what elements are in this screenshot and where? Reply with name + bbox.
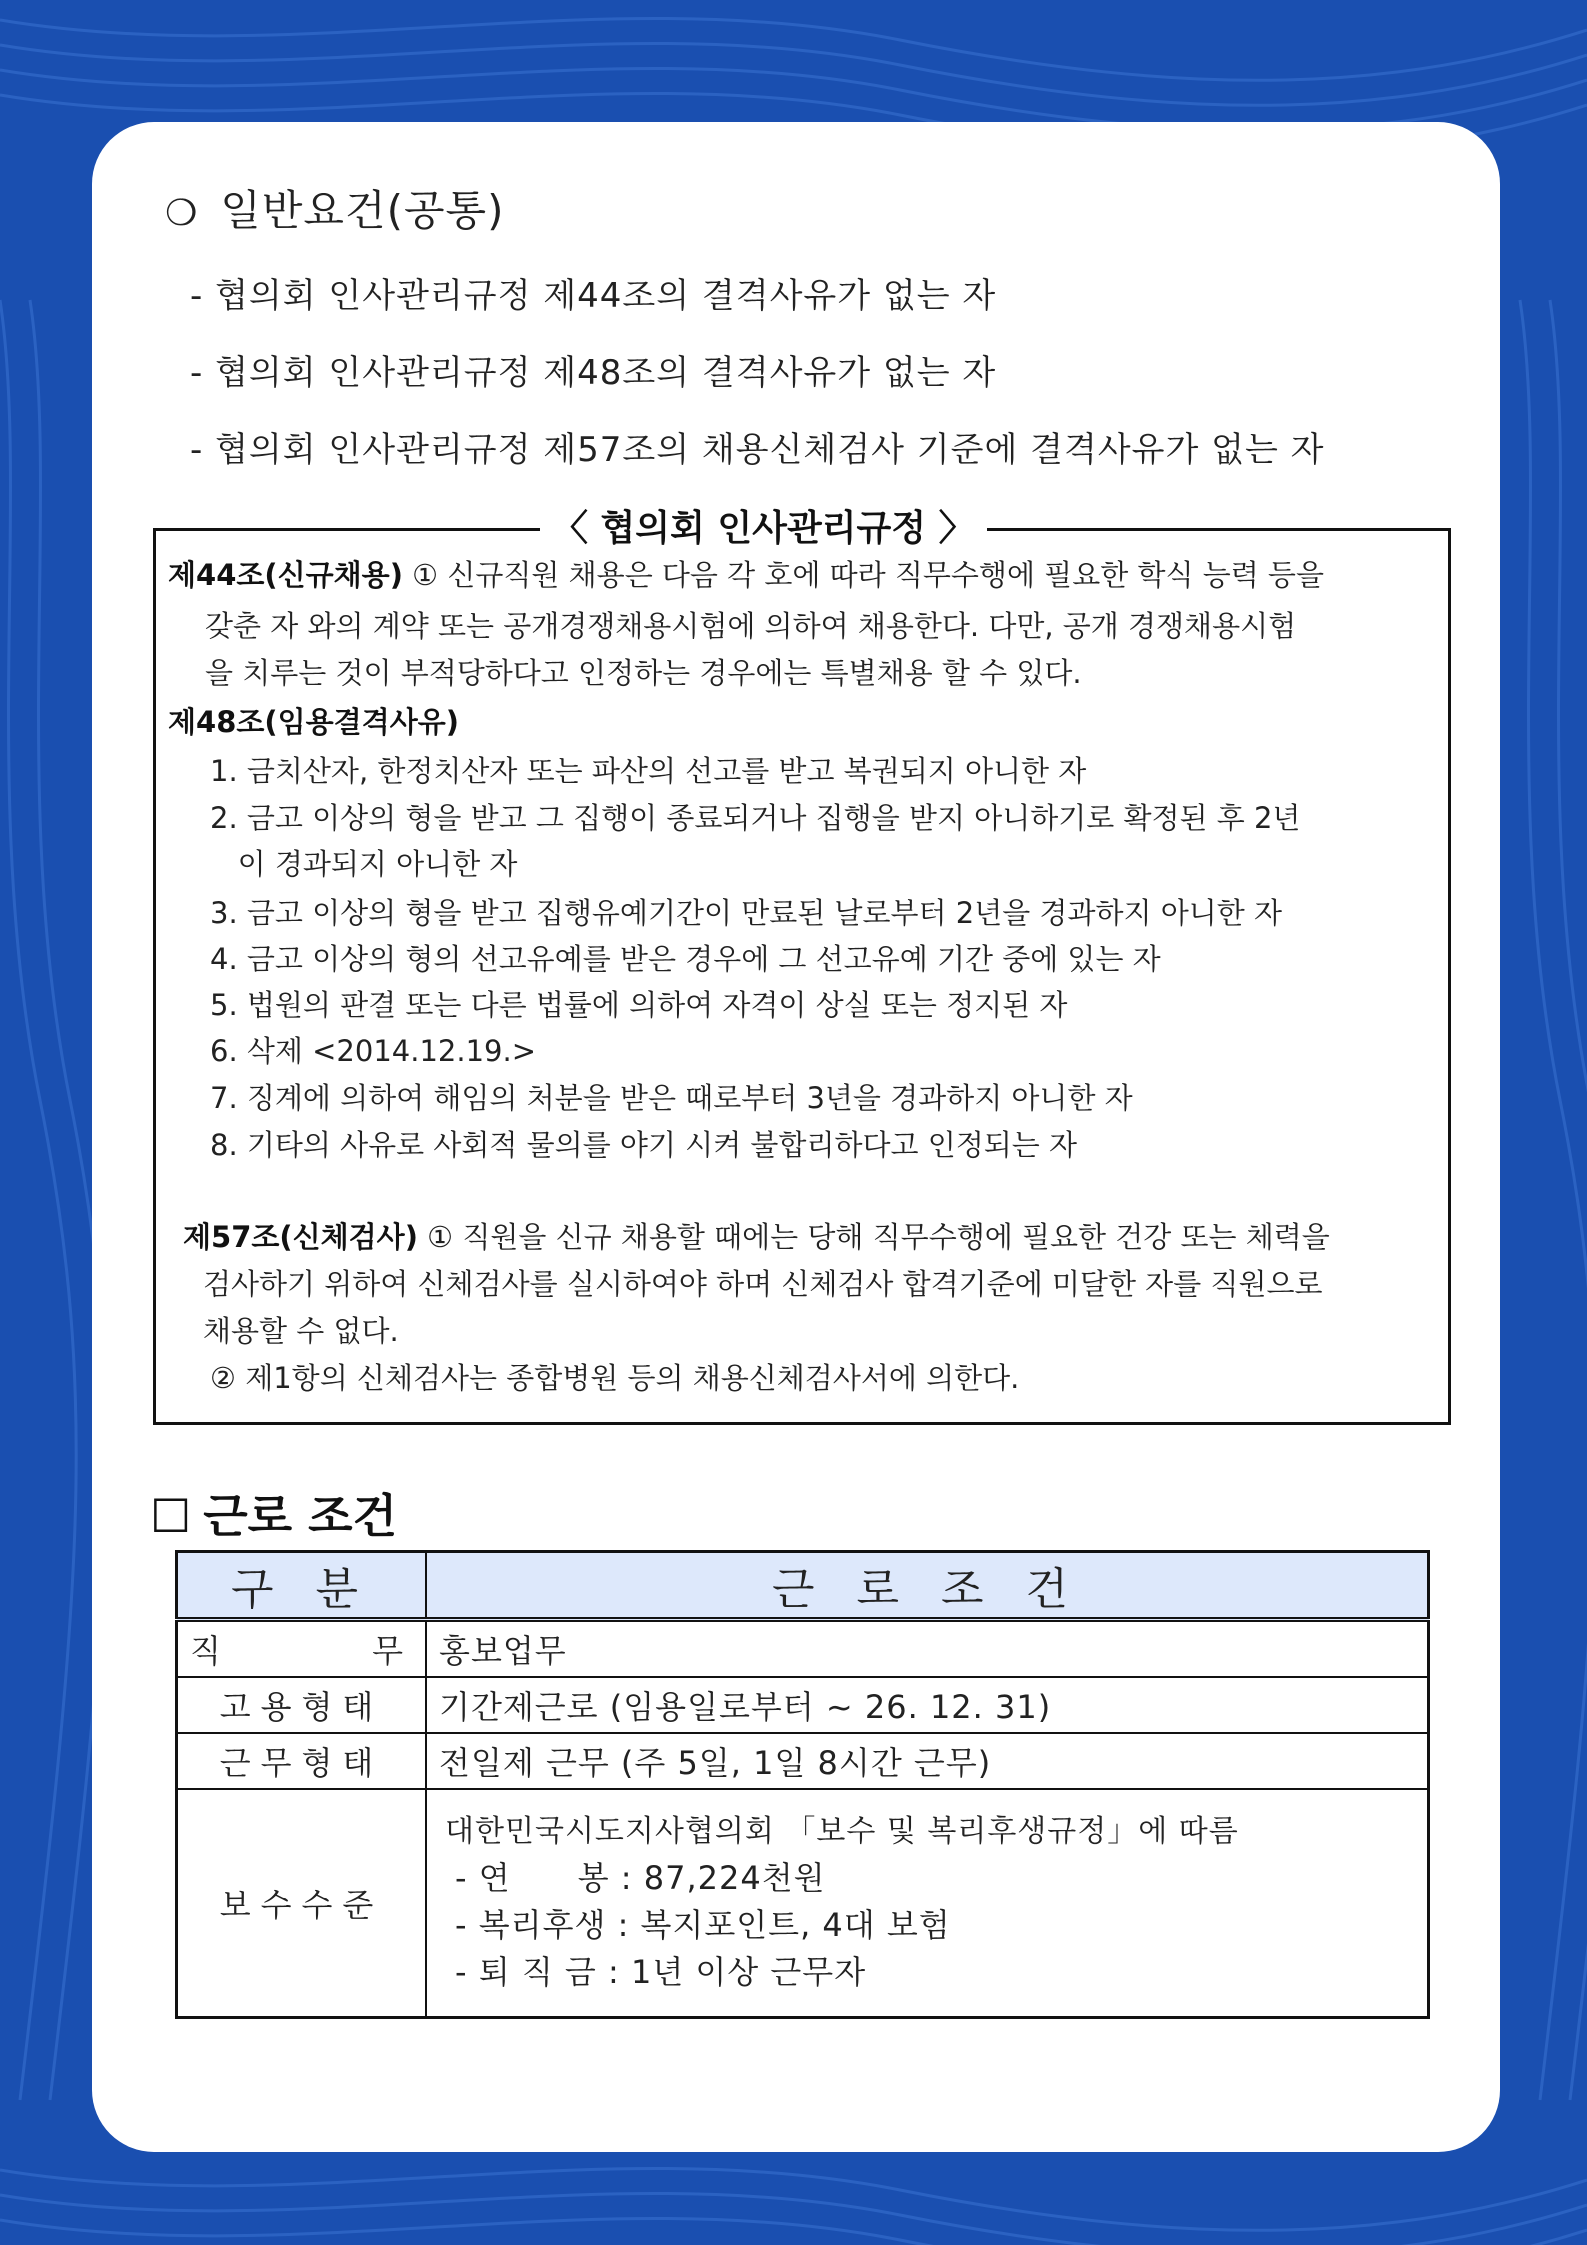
article-57-text: 채용할 수 없다. (203, 1314, 399, 1348)
checkbox-square-icon: ☐ (150, 1489, 192, 1543)
header-category: 구 분 (177, 1552, 427, 1620)
article-44-line (168, 553, 1324, 594)
article-48-item: 4. 금고 이상의 형의 선고유예를 받은 경우에 그 선고유예 기간 중에 있는 자 (210, 942, 1161, 976)
article-48-item: 이 경과되지 아니한 자 (210, 847, 518, 881)
article-44-heading: 제44조(신규채용) (168, 558, 403, 592)
general-requirements-title-text: 일반요건(공통) (220, 186, 505, 235)
pay-item: - 퇴 직 금 : 1년 이상 근무자 (455, 1953, 867, 1991)
article-48-item: 8. 기타의 사유로 사회적 물의를 야기 시켜 불합리하다고 인정되는 자 (210, 1128, 1078, 1162)
header-conditions: 근 로 조 건 (426, 1552, 1428, 1620)
row-value: 전일제 근무 (주 5일, 1일 8시간 근무) (426, 1733, 1428, 1789)
article-44-text: 을 치루는 것이 부적당하다고 인정하는 경우에는 특별채용 할 수 있다. (205, 656, 1082, 690)
requirement-line: - 협의회 인사관리규정 제44조의 결격사유가 없는 자 (190, 276, 997, 316)
table-header-row (177, 1552, 1429, 1620)
article-57-heading: 제57조(신체검사) (183, 1220, 418, 1254)
row-label: 고용형태 (177, 1677, 427, 1733)
table-row (177, 1677, 1429, 1733)
article-48-item: 3. 금고 이상의 형을 받고 집행유예기간이 만료된 날로부터 2년을 경과하지 아니한 자 (210, 896, 1282, 930)
article-48-item: 2. 금고 이상의 형을 받고 그 집행이 종료되거나 집행을 받지 아니하기로 확정된 후 2년 (210, 801, 1301, 835)
article-57-text: ② 제1항의 신체검사는 종합병원 등의 채용신체검사서에 의한다. (210, 1361, 1020, 1395)
row-label: 근무형태 (177, 1733, 427, 1789)
row-label: 직 무 (177, 1620, 427, 1678)
work-conditions-title-text: 근로 조건 (203, 1489, 398, 1543)
article-48-heading: 제48조(임용결격사유) (168, 705, 459, 739)
article-44-text: ① 신규직원 채용은 다음 각 호에 따라 직무수행에 필요한 학식 능력 등을 (402, 558, 1324, 592)
work-conditions-title (150, 1480, 397, 1546)
requirement-line: - 협의회 인사관리규정 제57조의 채용신체검사 기준에 결격사유가 없는 자 (190, 430, 1325, 470)
general-requirements-title (165, 178, 505, 238)
article-57-text: 검사하기 위하여 신체검사를 실시하여야 하며 신체검사 합격기준에 미달한 자를 직원으로 (203, 1267, 1323, 1301)
row-value: 기간제근로 (임용일로부터 ~ 26. 12. 31) (426, 1677, 1428, 1733)
article-57-line (183, 1215, 1330, 1256)
row-value (426, 1789, 1428, 2018)
article-57-text: ① 직원을 신규 채용할 때에는 당해 직무수행에 필요한 건강 또는 체력을 (417, 1220, 1330, 1254)
requirement-line: - 협의회 인사관리규정 제48조의 결격사유가 없는 자 (190, 353, 997, 393)
article-48-item: 5. 법원의 판결 또는 다른 법률에 의하여 자격이 상실 또는 정지된 자 (210, 988, 1068, 1022)
pay-intro: 대한민국시도지사협의회 「보수 및 복리후생규정」에 따름 (445, 1814, 1239, 1849)
circle-bullet-icon: ❍ (165, 193, 199, 234)
table-row (177, 1789, 1429, 2018)
article-48-item: 6. 삭제 <2014.12.19.> (210, 1034, 536, 1068)
regulation-title: 〈 협의회 인사관리규정 〉 (540, 500, 987, 551)
work-conditions-table (175, 1550, 1430, 2019)
table-row (177, 1620, 1429, 1678)
article-48-item: 7. 징계에 의하여 해임의 처분을 받은 때로부터 3년을 경과하지 아니한 자 (210, 1081, 1133, 1115)
pay-item: - 복리후생 : 복지포인트, 4대 보험 (455, 1906, 951, 1944)
table-row (177, 1733, 1429, 1789)
row-value: 홍보업무 (426, 1620, 1428, 1678)
article-48-item: 1. 금치산자, 한정치산자 또는 파산의 선고를 받고 복권되지 아니한 자 (210, 754, 1087, 788)
pay-item: - 연 봉 : 87,224천원 (455, 1859, 826, 1897)
row-label: 보수수준 (177, 1789, 427, 2018)
article-44-text: 갖춘 자 와의 계약 또는 공개경쟁채용시험에 의하여 채용한다. 다만, 공개 경쟁채용시험 (205, 609, 1297, 643)
